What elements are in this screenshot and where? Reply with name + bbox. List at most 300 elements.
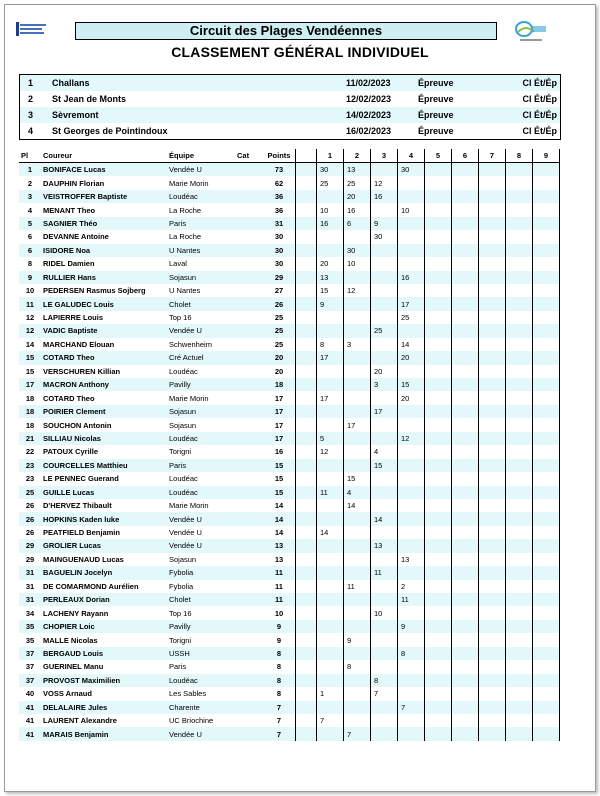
- event-points-cell: [479, 647, 506, 660]
- cat-cell: [235, 580, 263, 593]
- rank-cell: 8: [27, 259, 33, 269]
- rank-cell: 22: [25, 447, 35, 457]
- points-cell: 11: [275, 568, 283, 578]
- cat-cell: [235, 553, 263, 566]
- event-points-cell: [533, 620, 560, 633]
- table-header-row: [19, 149, 560, 163]
- cat-cell: [235, 297, 263, 310]
- spacer-cell: [296, 512, 317, 525]
- team-cell: Paris: [169, 218, 187, 228]
- event-points-cell: [371, 297, 398, 310]
- table-row: [19, 217, 560, 230]
- cat-cell: [235, 566, 263, 579]
- rank-cell: 35: [25, 635, 35, 645]
- team-cell: Charente: [169, 702, 200, 712]
- event-type: Épreuve: [418, 126, 454, 136]
- event-row: [20, 123, 561, 140]
- event-points-cell: [344, 445, 371, 458]
- event-points-cell: [398, 284, 425, 297]
- event-points-cell: [452, 660, 479, 673]
- event-points-cell: [452, 217, 479, 230]
- rider-name-cell: LACHENY Rayann: [43, 608, 109, 618]
- rider-name-cell: RIDEL Damien: [43, 259, 95, 269]
- event-class: Cl Ét/Ép: [522, 126, 557, 136]
- points-cell: 8: [276, 689, 282, 699]
- event-points-cell: [344, 351, 371, 364]
- event-points-cell: [533, 445, 560, 458]
- rider-name-cell: RULLIER Hans: [43, 272, 96, 282]
- col-header-event-9: 9: [533, 149, 560, 163]
- event-type: Épreuve: [418, 78, 454, 88]
- event-points-cell: [344, 647, 371, 660]
- event-points-cell: 14: [344, 499, 371, 512]
- event-points-cell: 11: [317, 486, 344, 499]
- event-points-cell: [506, 606, 533, 619]
- event-points-cell: [452, 338, 479, 351]
- event-points-cell: 10: [371, 606, 398, 619]
- event-points-cell: [506, 176, 533, 189]
- event-points-cell: [425, 257, 452, 270]
- team-cell: UC Briochine: [169, 716, 214, 726]
- spacer-cell: [296, 405, 317, 418]
- event-points-cell: [479, 526, 506, 539]
- event-points-cell: [452, 727, 479, 740]
- event-points-cell: [344, 459, 371, 472]
- event-points-cell: [533, 512, 560, 525]
- event-points-cell: [398, 660, 425, 673]
- event-points-cell: [452, 566, 479, 579]
- team-cell: Paris: [169, 662, 187, 672]
- rider-name-cell: POIRIER Clement: [43, 407, 106, 417]
- event-points-cell: [506, 378, 533, 391]
- event-points-cell: [479, 472, 506, 485]
- team-cell: Marie Morin: [169, 393, 209, 403]
- event-points-cell: [452, 499, 479, 512]
- event-number: 3: [28, 110, 34, 120]
- event-points-cell: [317, 324, 344, 337]
- points-cell: 7: [276, 729, 282, 739]
- event-points-cell: [398, 512, 425, 525]
- event-points-cell: [533, 271, 560, 284]
- event-points-cell: [371, 257, 398, 270]
- spacer-cell: [296, 499, 317, 512]
- rank-cell: 37: [25, 662, 35, 672]
- spacer-cell: [296, 163, 317, 177]
- event-points-cell: [425, 539, 452, 552]
- event-points-cell: [425, 566, 452, 579]
- points-cell: 17: [274, 420, 284, 430]
- event-points-cell: [452, 674, 479, 687]
- event-points-cell: 16: [398, 271, 425, 284]
- event-points-cell: [479, 284, 506, 297]
- points-cell: 30: [274, 259, 284, 269]
- rider-name-cell: GUILLE Lucas: [43, 487, 95, 497]
- table-row: [19, 378, 560, 391]
- rider-name-cell: SILLIAU Nicolas: [43, 433, 101, 443]
- event-date: 16/02/2023: [346, 126, 392, 136]
- event-points-cell: [344, 606, 371, 619]
- event-points-cell: [506, 190, 533, 203]
- team-cell: Vendée U: [169, 541, 202, 551]
- event-points-cell: [452, 176, 479, 189]
- event-points-cell: [425, 580, 452, 593]
- points-cell: 18: [274, 380, 284, 390]
- event-points-cell: [506, 526, 533, 539]
- spacer-cell: [296, 324, 317, 337]
- event-points-cell: [533, 378, 560, 391]
- event-points-cell: [506, 539, 533, 552]
- cat-cell: [235, 405, 263, 418]
- rank-cell: 29: [25, 541, 35, 551]
- event-points-cell: [344, 687, 371, 700]
- cat-cell: [235, 606, 263, 619]
- points-cell: 13: [274, 541, 284, 551]
- event-points-cell: [425, 378, 452, 391]
- col-header-event-5: 5: [425, 149, 452, 163]
- rider-name-cell: PROVOST Maximilien: [43, 675, 121, 685]
- table-row: [19, 405, 560, 418]
- event-points-cell: [371, 351, 398, 364]
- points-cell: 8: [276, 648, 282, 658]
- event-points-cell: [533, 217, 560, 230]
- events-table: [19, 74, 561, 140]
- event-points-cell: [371, 526, 398, 539]
- event-points-cell: 13: [344, 163, 371, 177]
- table-row: [19, 727, 560, 740]
- event-date: 14/02/2023: [346, 110, 392, 120]
- event-class: Cl Ét/Ép: [522, 78, 557, 88]
- event-points-cell: [452, 687, 479, 700]
- team-cell: Cholet: [169, 595, 191, 605]
- points-cell: 36: [274, 205, 284, 215]
- event-points-cell: [371, 499, 398, 512]
- table-row: [19, 297, 560, 310]
- event-points-cell: [479, 445, 506, 458]
- cat-cell: [235, 311, 263, 324]
- points-cell: 15: [274, 460, 284, 470]
- event-points-cell: 17: [317, 351, 344, 364]
- event-row: [20, 91, 561, 107]
- spacer-cell: [296, 526, 317, 539]
- event-points-cell: [371, 714, 398, 727]
- spacer-cell: [296, 701, 317, 714]
- spacer-cell: [296, 566, 317, 579]
- col-header-event-1: 1: [317, 149, 344, 163]
- event-points-cell: [398, 486, 425, 499]
- spacer-cell: [296, 687, 317, 700]
- rider-name-cell: VEISTROFFER Baptiste: [43, 192, 128, 202]
- rank-cell: 11: [26, 299, 34, 309]
- event-points-cell: 11: [398, 593, 425, 606]
- event-points-cell: [425, 499, 452, 512]
- event-points-cell: [452, 526, 479, 539]
- event-points-cell: 15: [398, 378, 425, 391]
- event-points-cell: [479, 620, 506, 633]
- cat-cell: [235, 244, 263, 257]
- event-points-cell: [344, 271, 371, 284]
- rider-name-cell: DE COMARMOND Aurélien: [43, 581, 139, 591]
- event-points-cell: [344, 526, 371, 539]
- rank-cell: 12: [25, 313, 35, 323]
- table-row: [19, 311, 560, 324]
- event-points-cell: 14: [317, 526, 344, 539]
- rank-cell: 26: [25, 501, 35, 511]
- points-cell: 14: [274, 528, 284, 538]
- event-points-cell: [479, 566, 506, 579]
- team-cell: Marie Morin: [169, 178, 209, 188]
- event-points-cell: [533, 701, 560, 714]
- event-points-cell: [506, 727, 533, 740]
- event-points-cell: [371, 553, 398, 566]
- team-cell: Vendée U: [169, 729, 202, 739]
- event-points-cell: [425, 687, 452, 700]
- event-points-cell: [425, 391, 452, 404]
- table-row: [19, 351, 560, 364]
- rank-cell: 6: [27, 232, 33, 242]
- cat-cell: [235, 378, 263, 391]
- event-points-cell: 16: [371, 190, 398, 203]
- table-row: [19, 526, 560, 539]
- event-points-cell: [452, 418, 479, 431]
- cat-cell: [235, 526, 263, 539]
- rank-cell: 35: [25, 622, 35, 632]
- event-points-cell: [452, 553, 479, 566]
- spacer-cell: [296, 271, 317, 284]
- col-header-event-7: 7: [479, 149, 506, 163]
- event-points-cell: [425, 486, 452, 499]
- event-points-cell: [479, 727, 506, 740]
- event-points-cell: [533, 365, 560, 378]
- event-points-cell: [533, 593, 560, 606]
- event-points-cell: 25: [317, 176, 344, 189]
- event-points-cell: [506, 553, 533, 566]
- event-points-cell: [317, 499, 344, 512]
- rider-name-cell: BAGUELIN Jocelyn: [43, 568, 113, 578]
- event-points-cell: 25: [371, 324, 398, 337]
- points-cell: 7: [276, 716, 282, 726]
- table-row: [19, 674, 560, 687]
- team-cell: Torigni: [169, 447, 192, 457]
- spacer-cell: [296, 714, 317, 727]
- event-points-cell: [506, 311, 533, 324]
- rider-name-cell: VERSCHUREN Killian: [43, 366, 121, 376]
- event-points-cell: [344, 391, 371, 404]
- event-points-cell: [506, 701, 533, 714]
- rank-cell: 3: [27, 192, 33, 202]
- points-cell: 16: [274, 447, 284, 457]
- team-cell: Loudéac: [169, 366, 198, 376]
- spacer-cell: [296, 338, 317, 351]
- event-points-cell: [398, 633, 425, 646]
- points-cell: 29: [274, 272, 284, 282]
- event-points-cell: [479, 593, 506, 606]
- event-date: 12/02/2023: [346, 94, 392, 104]
- table-row: [19, 257, 560, 270]
- points-cell: 15: [274, 474, 284, 484]
- event-points-cell: [452, 539, 479, 552]
- points-cell: 11: [275, 581, 283, 591]
- rider-name-cell: PEATFIELD Benjamin: [43, 528, 120, 538]
- event-points-cell: [452, 633, 479, 646]
- table-row: [19, 499, 560, 512]
- table-row: [19, 714, 560, 727]
- event-points-cell: [533, 284, 560, 297]
- spacer-cell: [296, 432, 317, 445]
- cat-cell: [235, 365, 263, 378]
- event-points-cell: [371, 203, 398, 216]
- team-cell: Pavilly: [169, 380, 191, 390]
- points-cell: 14: [274, 501, 284, 511]
- event-points-cell: [533, 297, 560, 310]
- event-points-cell: [506, 714, 533, 727]
- event-points-cell: [506, 633, 533, 646]
- event-points-cell: [371, 284, 398, 297]
- event-points-cell: [371, 244, 398, 257]
- team-cell: Vendée U: [169, 165, 202, 175]
- rank-cell: 34: [25, 608, 35, 618]
- event-points-cell: 9: [371, 217, 398, 230]
- event-points-cell: [506, 217, 533, 230]
- cat-cell: [235, 176, 263, 189]
- team-cell: Vendée U: [169, 514, 202, 524]
- event-points-cell: [398, 324, 425, 337]
- event-points-cell: [425, 244, 452, 257]
- rider-name-cell: SAGNIER Théo: [43, 218, 98, 228]
- rider-name-cell: LAURENT Alexandre: [43, 716, 117, 726]
- event-points-cell: [425, 714, 452, 727]
- event-points-cell: [317, 405, 344, 418]
- event-number: 4: [28, 126, 34, 136]
- event-points-cell: 8: [398, 647, 425, 660]
- event-points-cell: [479, 163, 506, 177]
- points-cell: 10: [274, 608, 284, 618]
- event-points-cell: [317, 727, 344, 740]
- rider-name-cell: PATOUX Cyrille: [43, 447, 99, 457]
- points-cell: 8: [276, 675, 282, 685]
- spacer-cell: [296, 633, 317, 646]
- spacer-cell: [296, 217, 317, 230]
- event-points-cell: [533, 486, 560, 499]
- event-points-cell: [371, 660, 398, 673]
- event-points-cell: 12: [317, 445, 344, 458]
- event-points-cell: [479, 539, 506, 552]
- event-points-cell: [371, 620, 398, 633]
- spacer-cell: [296, 472, 317, 485]
- rank-cell: 37: [25, 648, 35, 658]
- event-points-cell: [506, 566, 533, 579]
- event-points-cell: [479, 244, 506, 257]
- event-points-cell: [479, 499, 506, 512]
- table-row: [19, 472, 560, 485]
- points-cell: 62: [274, 178, 284, 188]
- event-points-cell: [533, 674, 560, 687]
- event-points-cell: [533, 553, 560, 566]
- event-points-cell: [425, 405, 452, 418]
- event-date: 11/02/2023: [346, 78, 391, 88]
- cat-cell: [235, 217, 263, 230]
- sponsor-logo: [514, 20, 548, 44]
- rank-cell: 9: [27, 272, 33, 282]
- event-points-cell: [398, 526, 425, 539]
- cat-cell: [235, 539, 263, 552]
- event-points-cell: [317, 539, 344, 552]
- cat-cell: [235, 660, 263, 673]
- rider-name-cell: PERLEAUX Dorian: [43, 595, 110, 605]
- table-row: [19, 512, 560, 525]
- team-cell: Pavilly: [169, 622, 191, 632]
- event-points-cell: [344, 566, 371, 579]
- event-points-cell: [398, 687, 425, 700]
- event-points-cell: [317, 647, 344, 660]
- event-points-cell: [425, 203, 452, 216]
- event-points-cell: [344, 365, 371, 378]
- points-cell: 13: [274, 554, 284, 564]
- spacer-cell: [296, 660, 317, 673]
- event-points-cell: 17: [317, 391, 344, 404]
- event-points-cell: [533, 338, 560, 351]
- team-cell: Sojasun: [169, 554, 197, 564]
- event-points-cell: [344, 714, 371, 727]
- event-points-cell: [452, 190, 479, 203]
- event-points-cell: 17: [344, 418, 371, 431]
- ranking-table: [19, 149, 560, 741]
- points-cell: 25: [274, 339, 284, 349]
- event-points-cell: [452, 606, 479, 619]
- event-points-cell: [479, 486, 506, 499]
- event-points-cell: 13: [398, 553, 425, 566]
- event-points-cell: [506, 459, 533, 472]
- event-points-cell: [425, 593, 452, 606]
- event-points-cell: [479, 405, 506, 418]
- event-points-cell: [506, 365, 533, 378]
- rank-cell: 25: [25, 487, 35, 497]
- event-points-cell: [479, 257, 506, 270]
- table-row: [19, 620, 560, 633]
- event-points-cell: 13: [371, 539, 398, 552]
- event-points-cell: [398, 190, 425, 203]
- event-points-cell: [425, 271, 452, 284]
- rank-cell: 31: [25, 581, 35, 591]
- event-points-cell: [398, 176, 425, 189]
- event-points-cell: 6: [344, 217, 371, 230]
- rider-name-cell: COTARD Theo: [43, 393, 95, 403]
- team-cell: Sojasun: [169, 407, 197, 417]
- event-points-cell: [452, 432, 479, 445]
- event-points-cell: 25: [398, 311, 425, 324]
- event-points-cell: [425, 633, 452, 646]
- event-points-cell: [506, 472, 533, 485]
- points-cell: 20: [274, 366, 284, 376]
- table-row: [19, 553, 560, 566]
- event-points-cell: [317, 620, 344, 633]
- event-points-cell: [452, 486, 479, 499]
- event-points-cell: [398, 472, 425, 485]
- event-points-cell: [506, 405, 533, 418]
- table-row: [19, 203, 560, 216]
- event-points-cell: [506, 660, 533, 673]
- team-cell: Paris: [169, 460, 187, 470]
- team-cell: Les Sables: [169, 689, 207, 699]
- event-points-cell: [533, 714, 560, 727]
- event-points-cell: [506, 338, 533, 351]
- event-points-cell: [425, 553, 452, 566]
- points-cell: 17: [274, 393, 284, 403]
- rider-name-cell: MAINGUENAUD Lucas: [43, 554, 124, 564]
- event-points-cell: 15: [371, 459, 398, 472]
- event-points-cell: 15: [317, 284, 344, 297]
- rank-cell: 23: [25, 460, 35, 470]
- table-row: [19, 176, 560, 189]
